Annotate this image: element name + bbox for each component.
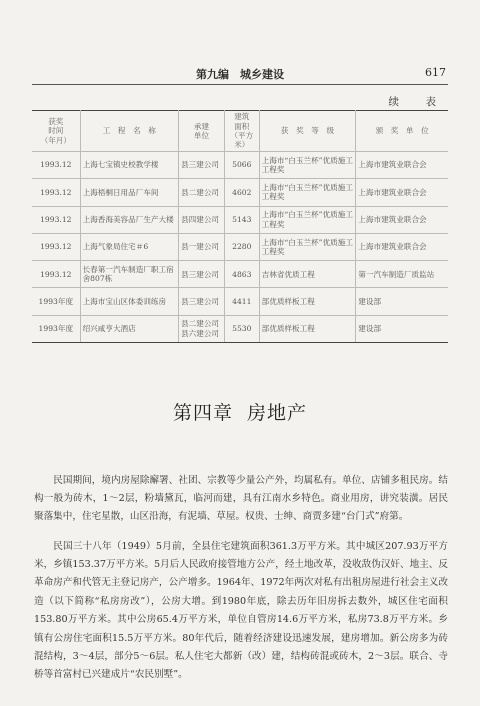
cell-area: 5066: [224, 152, 259, 179]
cell-area: 2280: [224, 233, 259, 260]
table-row: [32, 179, 448, 206]
cell-contractor: 县三建公司: [179, 288, 225, 315]
cell-area: 5143: [224, 206, 259, 233]
col-header-project: 工 程 名 称: [80, 111, 178, 152]
cell-date: 1993.12: [32, 261, 80, 288]
cell-date: 1993.12: [32, 179, 80, 206]
cell-project: 上海市宝山区体委训练房: [80, 288, 178, 315]
cell-contractor: 县二建公司 县六建公司: [179, 315, 225, 342]
col-header-area: 建筑 面积 （平方米）: [224, 111, 259, 152]
col-header-award: 获 奖 等 级: [259, 111, 356, 152]
cell-area: 5530: [224, 315, 259, 342]
cell-project: 上海七宝镇史校教学楼: [80, 152, 178, 179]
section-title: 第九编 城乡建设: [196, 68, 284, 81]
continued-label: 续 表: [388, 96, 444, 108]
table-row: [32, 288, 448, 315]
cell-award: 吉林省优质工程: [259, 261, 356, 288]
chapter-number: 第四章: [172, 402, 233, 424]
cell-award: 部优质样板工程: [259, 315, 356, 342]
table-header-row: [32, 111, 448, 152]
cell-project: 上海香海美容品厂生产大楼: [80, 206, 178, 233]
cell-issuer: 上海市建筑业联合会: [356, 233, 448, 260]
cell-date: 1993.12: [32, 233, 80, 260]
cell-award: 上海市“白玉兰杯”优质施工工程奖: [259, 179, 356, 206]
cell-area: 4602: [224, 179, 259, 206]
table-row: [32, 233, 448, 260]
table-row: [32, 206, 448, 233]
cell-project: 长春第一汽车制造厂职工宿舍807栋: [80, 261, 178, 288]
cell-award: 上海市“白玉兰杯”优质施工工程奖: [259, 152, 356, 179]
chapter-title: 房地产: [247, 402, 308, 424]
page-number: 617: [425, 66, 446, 79]
cell-issuer: 上海市建筑业联合会: [356, 206, 448, 233]
table-row: [32, 261, 448, 288]
cell-contractor: 县四建公司: [179, 206, 225, 233]
cell-issuer: 建设部: [356, 315, 448, 342]
cell-area: 4411: [224, 288, 259, 315]
table-row: [32, 152, 448, 179]
cell-issuer: 第一汽车制造厂质监站: [356, 261, 448, 288]
cell-issuer: 建设部: [356, 288, 448, 315]
cell-project: 上海梧桐日用品厂车间: [80, 179, 178, 206]
col-header-date: 获奖 时间 （年月）: [32, 111, 80, 152]
cell-contractor: 县三建公司: [179, 152, 225, 179]
cell-date: 1993年度: [32, 315, 80, 342]
table-row: [32, 315, 448, 342]
cell-issuer: 上海市建筑业联合会: [356, 152, 448, 179]
cell-award: 上海市“白玉兰杯”优质施工工程奖: [259, 206, 356, 233]
col-header-contractor: 承建 单位: [179, 111, 225, 152]
cell-award: 上海市“白玉兰杯”优质施工工程奖: [259, 233, 356, 260]
chapter-heading: [0, 398, 480, 425]
col-header-issuer: 颁 奖 单 位: [356, 111, 448, 152]
cell-project: 上海气象局住宅＃6: [80, 233, 178, 260]
cell-date: 1993.12: [32, 206, 80, 233]
cell-date: 1993.12: [32, 152, 80, 179]
cell-contractor: 县三建公司: [179, 261, 225, 288]
cell-contractor: 县一建公司: [179, 233, 225, 260]
body-paragraph-1: 民国期间，境内房屋除廨署、社团、宗教等少量公产外，均属私有。单位、店铺多租民房。结构一般为砖木，1～2层，粉墙黛瓦，临河而建，具有江南水乡特色。商业用房，讲究装潢。居民聚落集中，住宅星散，山区沿海，有泥墙、草屋。权贵、士绅、商贾多建“台门式”府第。: [34, 474, 448, 523]
cell-date: 1993年度: [32, 288, 80, 315]
cell-area: 4863: [224, 261, 259, 288]
awards-table: [32, 110, 448, 343]
cell-issuer: 上海市建筑业联合会: [356, 179, 448, 206]
cell-project: 绍兴咸亨大酒店: [80, 315, 178, 342]
page-header: [32, 64, 448, 85]
body-paragraph-2: 民国三十八年（1949）5月前，全县住宅建筑面积361.3万平方米。其中城区207.93万平方米，乡镇153.37万平方米。5月后人民政府接管地方公产，经土地改革，没收敌伪汉奸、地主、反革命房产和代管无主登记房产，公产增多。1964年、1972年两次对私有出租房屋进行社会主义改造（以下简称“私房房改”），公房大增。到1980年底，除去历年旧房拆去数外，城区住宅面积153.80万平方米。其中公房65.4万平方米，单位自管房14.6万平方米，私房73.8万平方米。乡镇有公房住宅面积15.5万平方米。80年代后，随着经济建设迅速发展，建房增加。新公房多为砖混结构，3～4层，部分5～6层。私人住宅大都新（改）建，结构砖混或砖木，2～3层。联合、寺桥等首富村已兴建成片“农民别墅”。: [34, 540, 448, 681]
cell-award: 部优质样板工程: [259, 288, 356, 315]
cell-contractor: 县二建公司: [179, 179, 225, 206]
